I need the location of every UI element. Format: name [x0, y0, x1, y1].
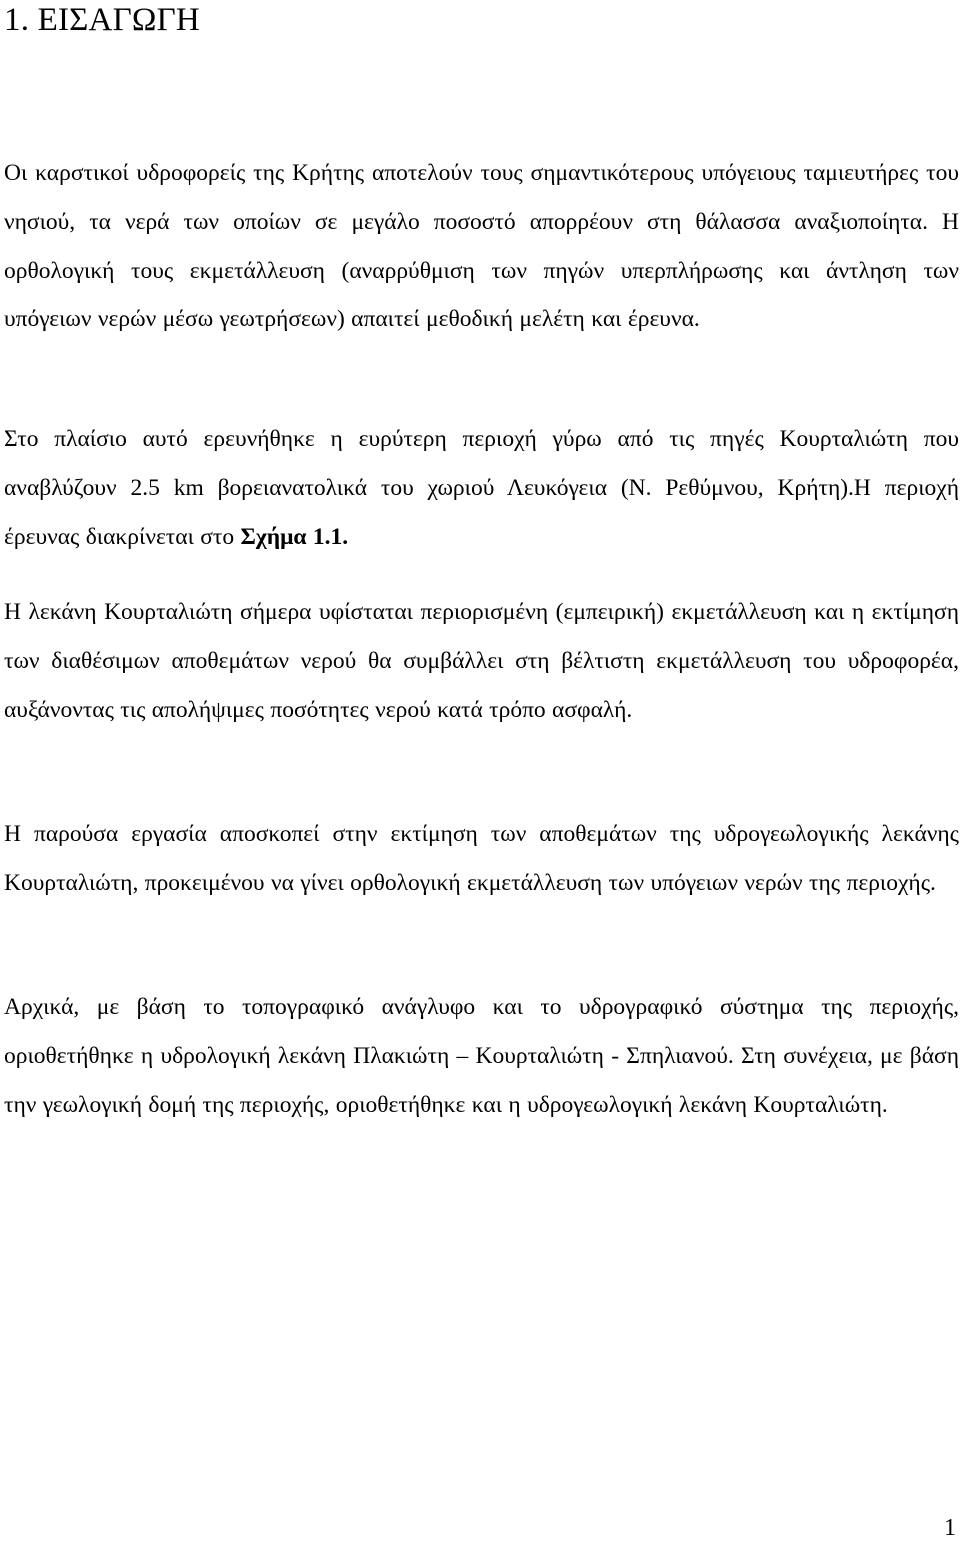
paragraph-karst-aquifers: Οι καρστικοί υδροφορείς της Κρήτης αποτελούν τους σημαντικότερους υπόγειους ταμιευτήρες του νησιού, τα νερά των οποίων σε μεγάλο ποσοστό απορρέουν στη θάλασσα αναξιοποίητα. Η ορθολογική τους εκμετάλλευση (αναρρύθμιση των πηγών υπερπλήρωσης και άντληση των υπόγειων νερών μέσω γεωτρήσεων) απαιτεί μεθοδική μελέτη και έρευνα. — [4, 160, 959, 333]
section-heading: 1. ΕΙΣΑΓΩΓΗ — [4, 2, 200, 38]
figure-reference: Σχήμα 1.1. — [240, 523, 349, 550]
paragraph-basin-delineation: Αρχικά, με βάση το τοπογραφικό ανάγλυφο και το υδρογραφικό σύστημα της περιοχής, οριοθετήθηκε η υδρολογική λεκάνη Πλακιώτη – Κουρταλιώτη - Σπηλιανού. Στη συνέχεια, με βάση την γεωλογική δομή της περιοχής, οριοθετήθηκε και η υδρογεωλογική λεκάνη Κουρταλιώτη. — [4, 994, 959, 1118]
paragraph-basin-exploitation: Η λεκάνη Κουρταλιώτη σήμερα υφίσταται περιορισμένη (εμπειρική) εκμετάλλευση και η εκτίμηση των διαθέσιμων αποθεμάτων νερού θα συμβάλλει στη βέλτιστη εκμετάλλευση του υδροφορέα, αυξάνοντας τις απολήψιμες ποσότητες νερού κατά τρόπο ασφαλή. — [4, 599, 959, 723]
paragraph-study-area-text: Στο πλαίσιο αυτό ερευνήθηκε η ευρύτερη περιοχή γύρω από τις πηγές Κουρταλιώτη που αναβλύζουν 2.5 km βορειανατολικά του χωριού Λευκόγεια (Ν. Ρεθύμνου, Κρήτη).Η περιοχή έρευνας διακρίνεται στο — [4, 426, 959, 550]
paragraph-study-aim: Η παρούσα εργασία αποσκοπεί στην εκτίμηση των αποθεμάτων της υδρογεωλογικής λεκάνης Κουρταλιώτη, προκειμένου να γίνει ορθολογική εκμετάλλευση των υπόγειων νερών της περιοχής. — [4, 821, 959, 896]
paragraph-study-area — [4, 415, 959, 561]
page-number: 1 — [944, 1515, 956, 1541]
